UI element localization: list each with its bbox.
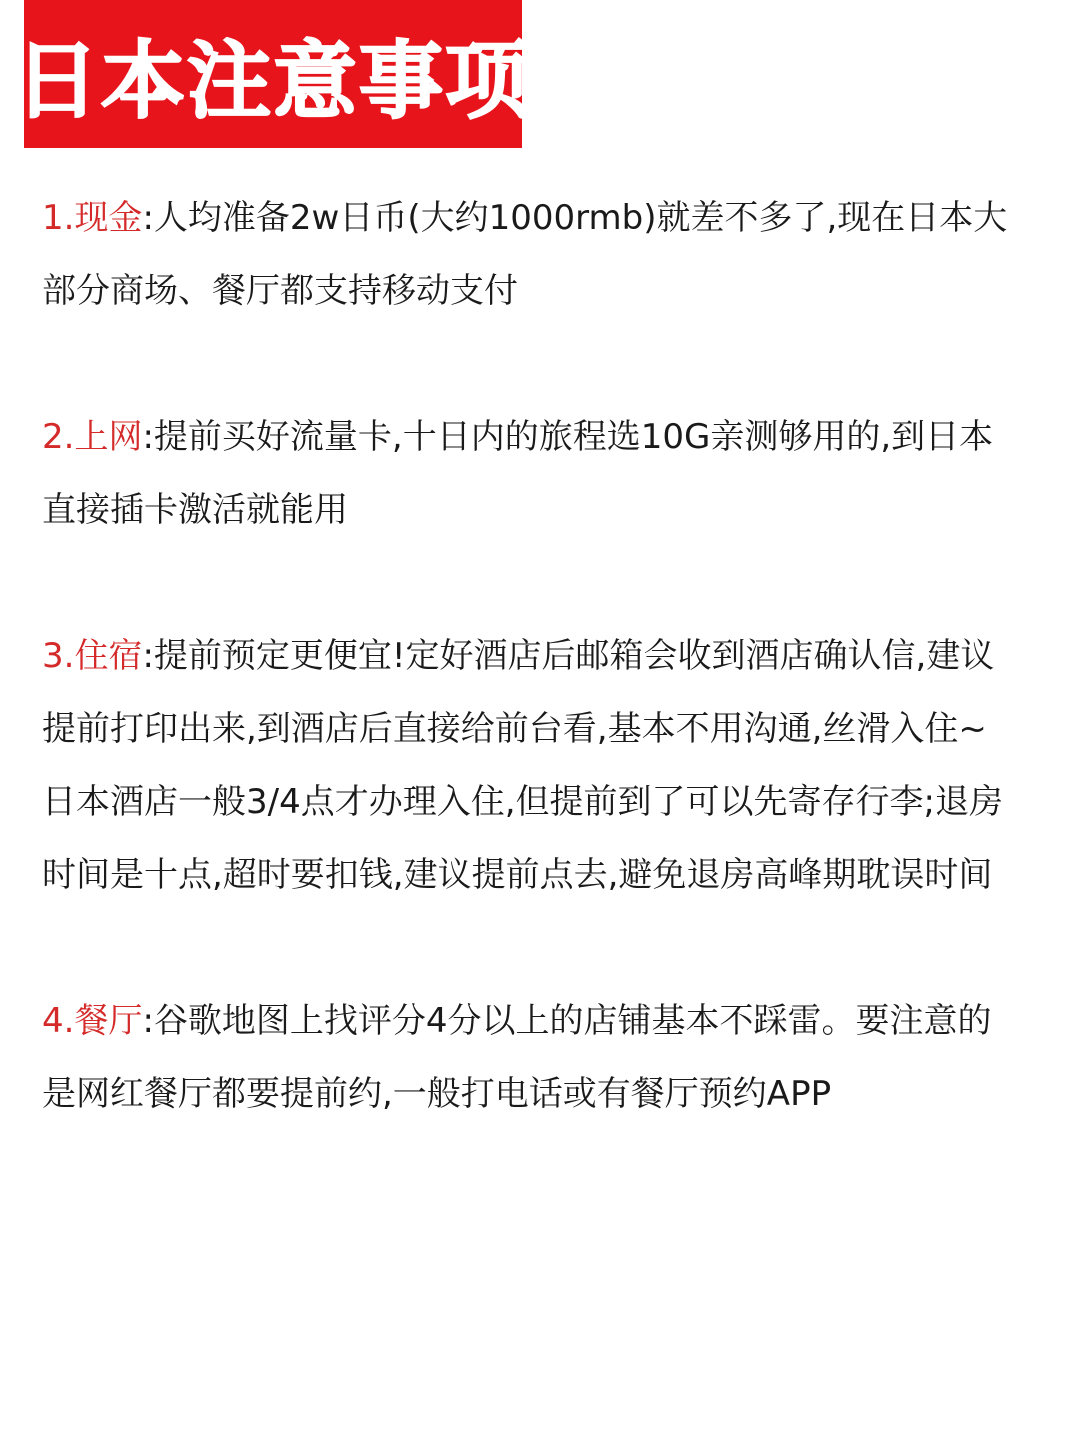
section-text: 提前买好流量卡,十日内的旅程选10G亲测够用的,到日本直接插卡激活就能用	[42, 417, 994, 530]
label-separator: :	[142, 636, 154, 676]
label-separator: :	[142, 198, 154, 238]
label-separator: :	[142, 417, 154, 457]
section-label: 2.上网	[42, 417, 143, 457]
section-paragraph	[42, 182, 1022, 328]
section-restaurant	[42, 985, 1022, 1131]
section-text: 人均准备2w日币(大约1000rmb)就差不多了,现在日本大部分商场、餐厅都支持移动支付	[42, 198, 1008, 311]
section-text: 谷歌地图上找评分4分以上的店铺基本不踩雷。要注意的是网红餐厅都要提前约,一般打电话或有餐厅预约APP	[42, 1001, 992, 1114]
section-text: 日本酒店一般3/4点才办理入住,但提前到了可以先寄存行李;退房时间是十点,超时要扣钱,建议提前点去,避免退房高峰期耽误时间	[42, 782, 1003, 895]
section-label: 3.住宿	[42, 636, 143, 676]
section-paragraph	[42, 620, 1022, 766]
title-banner	[15, 0, 532, 148]
section-internet	[42, 401, 1022, 547]
label-separator: :	[142, 1001, 154, 1041]
section-text: 提前预定更便宜!定好酒店后邮箱会收到酒店确认信,建议提前打印出来,到酒店后直接给前台看,基本不用沟通,丝滑入住~	[42, 636, 995, 749]
section-cash	[42, 182, 1022, 328]
section-paragraph	[42, 766, 1022, 912]
section-label: 4.餐厅	[42, 1001, 143, 1041]
section-lodging	[42, 620, 1022, 912]
section-paragraph	[42, 401, 1022, 547]
page-title: 日本注意事项	[15, 31, 532, 130]
section-paragraph	[42, 985, 1022, 1131]
tips-list	[42, 182, 1022, 1131]
section-label: 1.现金	[42, 198, 143, 238]
